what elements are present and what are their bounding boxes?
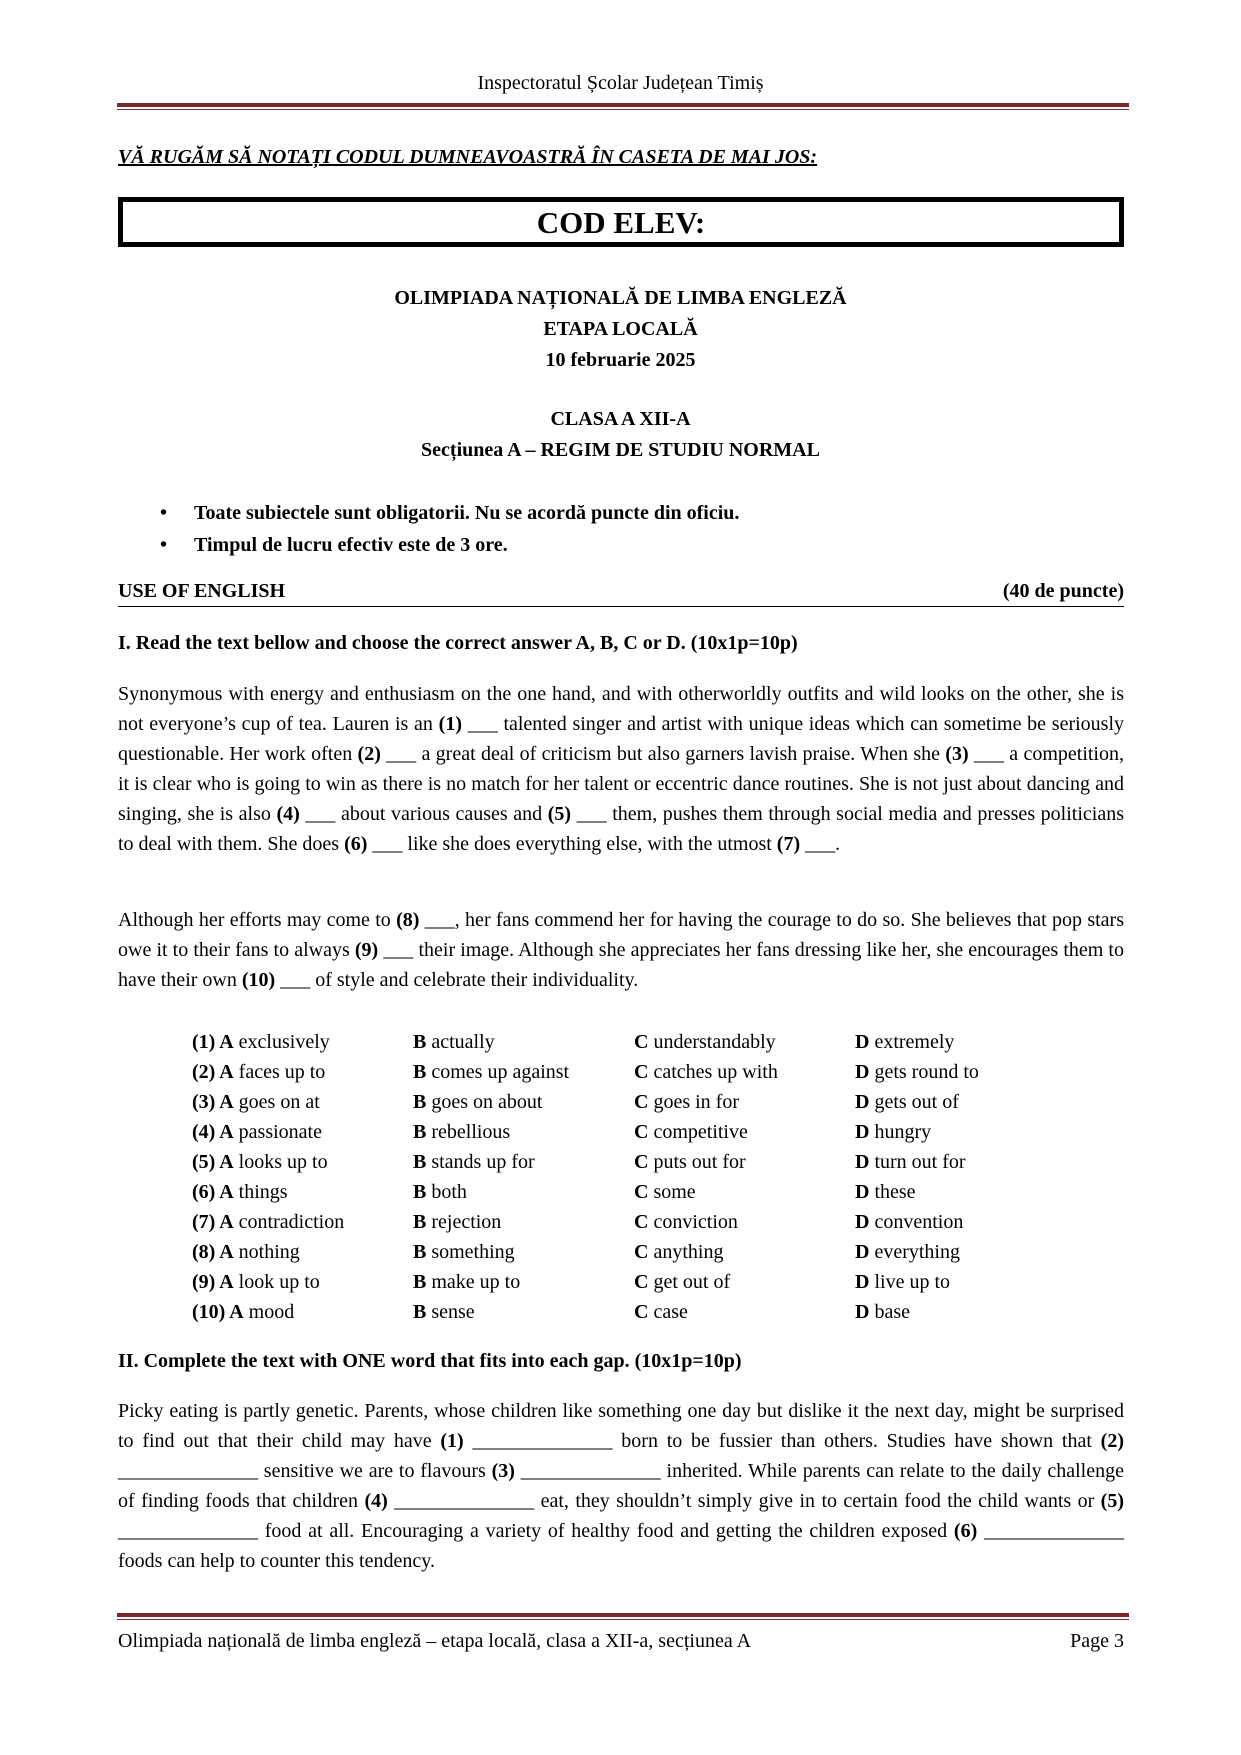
option-row bbox=[192, 1267, 1076, 1297]
rule-item: • Toate subiectele sunt obligatorii. Nu se acordă puncte din oficiu. bbox=[160, 497, 739, 529]
option-b[interactable]: B both bbox=[413, 1181, 467, 1203]
option-b[interactable]: B rejection bbox=[413, 1211, 502, 1233]
option-a[interactable]: (4) A passionate bbox=[192, 1121, 322, 1143]
option-d[interactable]: D live up to bbox=[855, 1271, 950, 1293]
rules-list bbox=[160, 497, 739, 561]
olympiad-title-line1: OLIMPIADA NAȚIONALĂ DE LIMBA ENGLEZĂ bbox=[394, 287, 847, 309]
option-row bbox=[192, 1027, 1076, 1057]
option-a[interactable]: (1) A exclusively bbox=[192, 1031, 330, 1053]
option-row bbox=[192, 1147, 1076, 1177]
gap-number: (6) bbox=[344, 833, 368, 855]
option-row bbox=[192, 1297, 1076, 1327]
option-a[interactable]: (2) A faces up to bbox=[192, 1061, 326, 1083]
section-heading bbox=[118, 580, 1124, 607]
option-c[interactable]: C catches up with bbox=[634, 1061, 778, 1083]
option-b[interactable]: B actually bbox=[413, 1031, 495, 1053]
option-c[interactable]: C some bbox=[634, 1181, 696, 1203]
section-title: USE OF ENGLISH bbox=[118, 580, 286, 602]
option-a[interactable]: (5) A looks up to bbox=[192, 1151, 328, 1173]
task1-title: I. Read the text bellow and choose the correct answer A, B, C or D. (10x1p=10p) bbox=[118, 632, 798, 654]
footer-text: Olimpiada națională de limba engleză – etapa locală, clasa a XII-a, secțiunea A bbox=[118, 1630, 752, 1652]
option-d[interactable]: D extremely bbox=[855, 1031, 955, 1053]
option-b[interactable]: B comes up against bbox=[413, 1061, 570, 1083]
option-d[interactable]: D gets round to bbox=[855, 1061, 979, 1083]
gap-number: (4) bbox=[276, 803, 300, 825]
option-b[interactable]: B rebellious bbox=[413, 1121, 511, 1143]
option-c[interactable]: C conviction bbox=[634, 1211, 738, 1233]
option-b[interactable]: B sense bbox=[413, 1301, 475, 1323]
class-name: CLASA A XII-A bbox=[550, 408, 691, 430]
option-a[interactable]: (8) A nothing bbox=[192, 1241, 300, 1263]
section-points: (40 de puncte) bbox=[1002, 580, 1124, 602]
header-divider-thin bbox=[117, 109, 1129, 110]
option-b[interactable]: B stands up for bbox=[413, 1151, 535, 1173]
option-row bbox=[192, 1087, 1076, 1117]
gap-number: (8) bbox=[396, 909, 420, 931]
footer-divider bbox=[117, 1613, 1129, 1617]
footer-divider-thin bbox=[117, 1619, 1129, 1620]
gap-number: (3) bbox=[945, 743, 969, 765]
gap-number: (4) bbox=[364, 1490, 388, 1512]
option-a[interactable]: (10) A mood bbox=[192, 1301, 295, 1323]
gap-number: (9) bbox=[354, 939, 379, 961]
gap-number: (3) bbox=[491, 1460, 515, 1482]
gap-number: (7) bbox=[776, 833, 801, 855]
task1-paragraph1: Synonymous with energy and enthusiasm on the one hand, and with otherworldly outfits and wild looks on the other, she is not everyone’s cup of tea. Lauren is an (1) ___ talented singer and artist with unique ideas which can sometime be seriously questionable. Her work often (2) ___ a great deal of criticism but also garners lavish praise. When she (3) ___ a competition, it is clear who is going to win as there is no match for her talent or eccentric dance routines. She is not just about dancing and singing, she is also (4) ___ about various causes and (5) ___ them, pushes them through social media and presses politicians to deal with them. She does (6) ___ like she does everything else, with the utmost (7) ___. bbox=[118, 683, 1125, 855]
olympiad-date: 10 februarie 2025 bbox=[545, 349, 696, 371]
task1-paragraph2: Although her efforts may come to (8) ___, her fans commend her for having the courage to do so. She believes that pop stars owe it to their fans to always (9) ___ their image. Although she appreciates her fans dressing like her, she encourages them to have their own (10) ___ of style and celebrate their individuality. bbox=[118, 909, 1124, 991]
page-header-title: Inspectoratul Școlar Județean Timiș bbox=[477, 72, 764, 94]
olympiad-stage: ETAPA LOCALĂ bbox=[543, 318, 698, 340]
option-row bbox=[192, 1177, 1076, 1207]
option-c[interactable]: C get out of bbox=[634, 1271, 731, 1293]
code-instruction: VĂ RUGĂM SĂ NOTAȚI CODUL DUMNEAVOASTRĂ ÎN CASETA DE MAI JOS: bbox=[118, 146, 818, 168]
option-b[interactable]: B make up to bbox=[413, 1271, 521, 1293]
option-c[interactable]: C understandably bbox=[634, 1031, 776, 1053]
option-c[interactable]: C case bbox=[634, 1301, 688, 1323]
gap-number: (10) bbox=[241, 969, 276, 991]
option-a[interactable]: (3) A goes on at bbox=[192, 1091, 320, 1113]
option-row bbox=[192, 1117, 1076, 1147]
header-divider bbox=[117, 103, 1129, 107]
class-info bbox=[0, 404, 1241, 466]
option-c[interactable]: C competitive bbox=[634, 1121, 748, 1143]
student-code-box[interactable]: COD ELEV: bbox=[118, 197, 1124, 247]
option-b[interactable]: B something bbox=[413, 1241, 515, 1263]
page-number: Page 3 bbox=[1070, 1630, 1124, 1652]
gap-number: (2) bbox=[357, 743, 381, 765]
section-name: Secțiunea A – REGIM DE STUDIU NORMAL bbox=[421, 439, 820, 461]
option-d[interactable]: D base bbox=[855, 1301, 910, 1323]
gap-number: (1) bbox=[440, 1430, 464, 1452]
gap-number: (1) bbox=[438, 713, 462, 735]
option-d[interactable]: D these bbox=[855, 1181, 916, 1203]
option-c[interactable]: C anything bbox=[634, 1241, 724, 1263]
option-b[interactable]: B goes on about bbox=[413, 1091, 543, 1113]
option-d[interactable]: D gets out of bbox=[855, 1091, 959, 1113]
option-d[interactable]: D everything bbox=[855, 1241, 960, 1263]
gap-number: (2) bbox=[1100, 1430, 1124, 1452]
gap-number: (5) bbox=[1100, 1490, 1124, 1512]
option-d[interactable]: D hungry bbox=[855, 1121, 932, 1143]
answer-options-grid bbox=[192, 1027, 1076, 1327]
option-d[interactable]: D turn out for bbox=[855, 1151, 966, 1173]
option-c[interactable]: C goes in for bbox=[634, 1091, 739, 1113]
option-a[interactable]: (6) A things bbox=[192, 1181, 288, 1203]
option-d[interactable]: D convention bbox=[855, 1211, 964, 1233]
option-a[interactable]: (7) A contradiction bbox=[192, 1211, 345, 1233]
option-row bbox=[192, 1057, 1076, 1087]
option-a[interactable]: (9) A look up to bbox=[192, 1271, 320, 1293]
gap-number: (6) bbox=[953, 1520, 978, 1542]
task2-title: II. Complete the text with ONE word that fits into each gap. (10x1p=10p) bbox=[118, 1350, 742, 1372]
gap-number: (5) bbox=[547, 803, 572, 825]
task2-paragraph: Picky eating is partly genetic. Parents, whose children like something one day but dislike it the next day, might be surprised to find out that their child may have (1) ______________ born to be fussier than others. Studies have shown that (2) ______________ sensitive we are to flavours (3) ______________ inherited. While parents can relate to the daily challenge of finding foods that children (4) ______________ eat, they shouldn’t simply give in to certain food the child wants or (5) ______________ food at all. Encouraging a variety of healthy food and getting the children exposed (6) ______________ foods can help to counter this tendency. bbox=[118, 1400, 1124, 1572]
olympiad-title bbox=[0, 283, 1241, 376]
rule-item: • Timpul de lucru efectiv este de 3 ore. bbox=[160, 529, 739, 561]
option-row bbox=[192, 1237, 1076, 1267]
option-row bbox=[192, 1207, 1076, 1237]
option-c[interactable]: C puts out for bbox=[634, 1151, 746, 1173]
